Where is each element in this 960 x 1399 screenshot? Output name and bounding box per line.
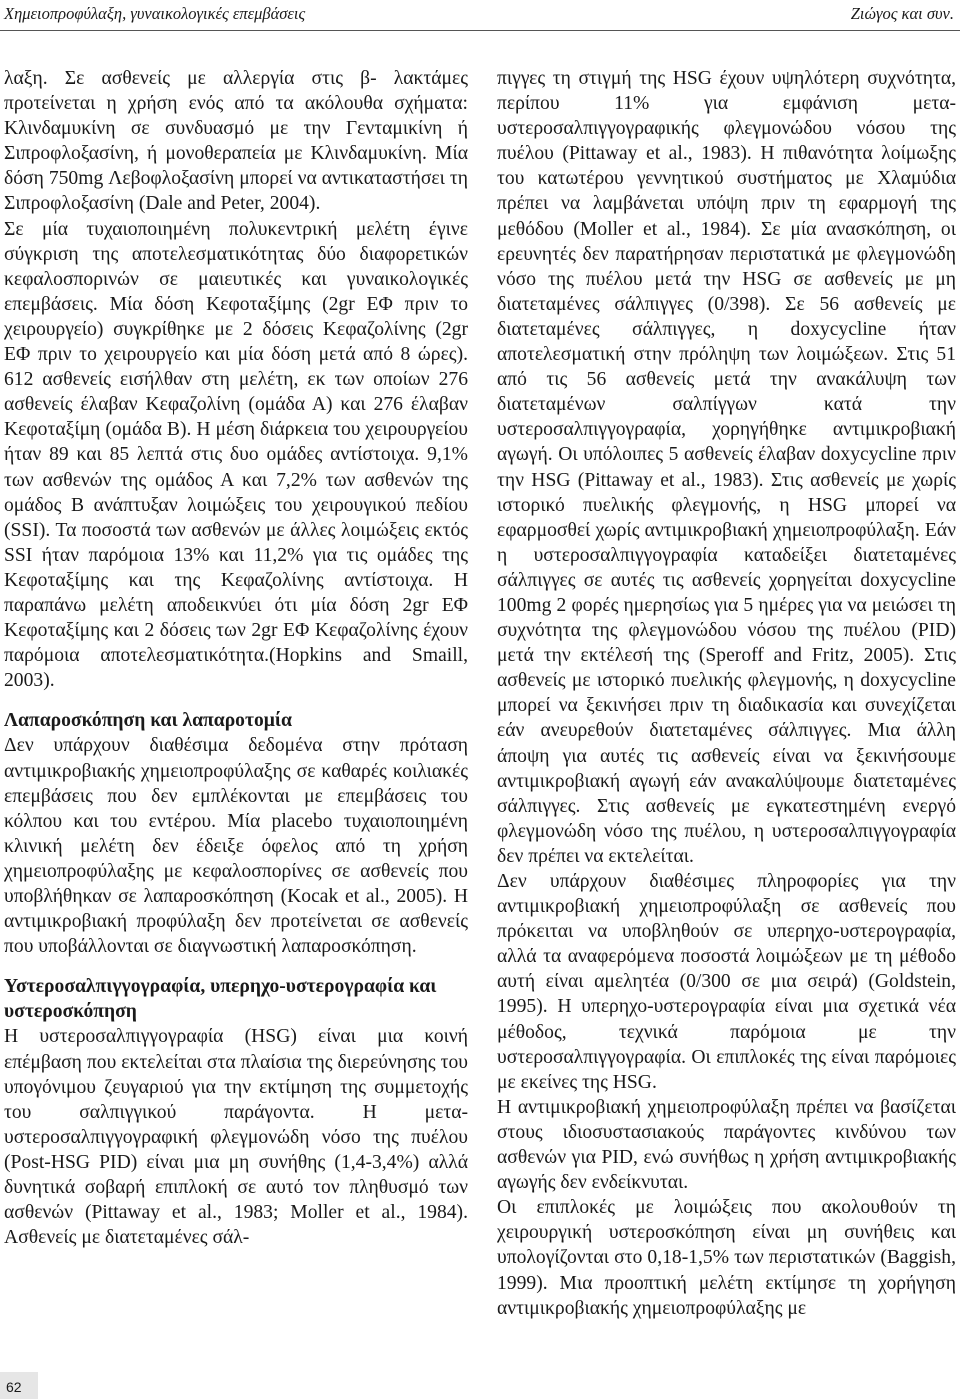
section-heading-hsg: Υστεροσαλπιγγογραφία, υπερηχο-υστερογραφία και υστεροσκόπηση bbox=[4, 976, 437, 1023]
right-paragraph-3: Η αντιμικροβιακή χημειοπροφύλαξη πρέπει να βασίζεται στους ιδιοσυστασιακούς παράγοντες κινδύνου των ασθενών για PID, ενώ συνήθως η χρήση αντιμικροβιακής αγωγής δεν ενδείκνυται. bbox=[497, 1096, 956, 1194]
left-paragraph-3: Δεν υπάρχουν διαθέσιμα δεδομένα στην πρόταση αντιμικροβιακής χημειοπροφύλαξης σε καθαρές κοιλιακές επεμβάσεις που δεν εμπλέκονται με επεμβάσεις του κόλπου και του εντέρου. Μία placebo τυχαιοποιημένη κλινική μελέτη δεν έδειξε όφελος από τη χρήση χημειοπροφύλαξης με κεφαλοσπορίνες σε ασθενείς που υποβλήθηκαν σε λαπαροσκόπηση (Kocak et al., 2005). Η αντιμικροβιακή προφύλαξη δεν προτείνεται σε ασθενείς που υποβάλλονται σε διαγνωστική λαπαροσκόπηση. bbox=[4, 735, 468, 958]
page-number: 62 bbox=[6, 1379, 22, 1395]
running-header bbox=[4, 4, 954, 26]
left-paragraph-1: λαξη. Σε ασθενείς με αλλεργία στις β- λακτάμες προτείνεται η χρήση ενός από τα ακόλουθα σχήματα: Κλινδαμυκίνη σε συνδυασμό με την Γενταμικίνη ή Σιπροφλοξασίνη, ή μονοθεραπεία με Κλινδαμυκίνη. Μία δόση 750mg Λεβοφλοξασίνη μπορεί να αντικαταστήσει τη Σιπροφλοξασίνη (Dale and Peter, 2004). bbox=[4, 68, 468, 215]
left-paragraph-4: Η υστεροσαλπιγγογραφία (HSG) είναι μια κοινή επέμβαση που εκτελείται στα πλαίσια της διερεύνησης του υπογόνιμου ζευγαριού για την εκτίμηση της συμμετοχής του σαλπιγγικού παράγοντα. Η μετα-υστεροσαλπιγγογραφική φλεγμονώδη νόσο της πυέλου (Post-HSG PID) είναι μια μη συνήθης (1,4-3,4%) αλλά δυνητικά σοβαρή επιπλοκή σε αυτό τον πληθυσμό των ασθενών (Pittaway et al., 1983; Moller et al., 1984). Ασθενείς με διατεταμένες σάλ- bbox=[4, 1026, 468, 1249]
right-column bbox=[497, 66, 956, 1321]
right-paragraph-1: πιγγες τη στιγμή της HSG έχουν υψηλότερη συχνότητα, περίπου 11% για εμφάνιση μετα- υστεροσαλπιγγογραφικής φλεγμονώδου νόσου της πυέλου (Pittaway et al., 1983). Η πιθανότητα λοίμωξης του κατωτέρου γεννητικού συστήματος με Χλαμύδια πρέπει να λαμβάνεται υπόψη πριν τη εφαρμογή της μεθόδου (Moller et al., 1984). Σε μία ανασκόπηση, οι ερευνητές δεν παρατήρησαν περιστατικά με φλεγμονώδη νόσο της πυέλου μετά την HSG σε ασθενείς με μη διατεταμένες σάλπιγγες (0/398). Σε 56 ασθενείς με διατεταμένες σάλπιγγες, η doxycycline ήταν αποτελεσματική στην πρόληψη των λοιμώξεων. Στις 51 από τις 56 ασθενείς μετά την ανακάλυψη των διατεταμένων σαλπίγγων κατά την υστεροσαλπιγγογραφία, χορηγήθηκε αντιμικροβιακή αγωγή. Οι υπόλοιπες 5 ασθενείς έλαβαν doxycycline πριν την HSG (Pittaway et al., 1983). Στις ασθενείς με χωρίς ιστορικό πυελικής φλεγμονής, η HSG μπορεί να εφαρμοσθεί χωρίς αντιμικροβιακή χημειοπροφύλαξη. Εάν η υστεροσαλπιγγογραφία καταδείξει διατεταμένες σάλπιγγες σε αυτές τις ασθενείς χορηγείται doxycycline 100mg 2 φορές ημερησίως για 5 ημέρες για να μειώσει τη συχνότητα της φλεγμονώδου νόσου της πυέλου (PID) μετά την εκτέλεσή της (Speroff and Fritz, 2005). Στις ασθενείς με ιστορικό πυελικής φλεγμονής, η doxycycline μπορεί να ξεκινήσει πριν τη διαδικασία και συνεχίζεται εάν ανευρεθούν διατεταμένες σάλπιγγες. Μια άλλη άποψη για αυτές τις ασθενείς είναι να ξεκινήσουμε αντιμικροβιακή αγωγή εάν ανακαλύψουμε διατεταμένες σάλπιγγες. Στις ασθενείς με εγκατεστημένη ενεργό φλεγμονώδη νόσο της πυέλου, η υστεροσαλπιγγογραφία δεν πρέπει να εκτελείται. bbox=[497, 68, 956, 867]
right-paragraph-2: Δεν υπάρχουν διαθέσιμες πληροφορίες για την αντιμικροβιακή χημειοπροφύλαξη σε ασθενείς που πρόκειται να υποβληθούν σε υπερηχο-υστερογραφία, αλλά τα αναφερόμενα ποσοστά λοιμώξεων με τη μέθοδο αυτή είναι αμελητέα (0/300 σε μια σειρά) (Goldstein, 1995). Η υπερηχο-υστερογραφία είναι μια σχετικά νέα μέθοδος, τεχνικά παρόμοια με την υστεροσαλπιγγογραφία. Οι επιπλοκές της είναι παρόμοιες με εκείνες της HSG. bbox=[497, 871, 956, 1093]
header-authors: Ζιώγος και συν. bbox=[850, 4, 954, 23]
section-heading-laparoscopy: Λαπαροσκόπηση και λαπαροτομία bbox=[4, 710, 292, 732]
left-column bbox=[4, 66, 468, 1250]
header-title: Χημειοπροφύλαξη, γυναικολογικές επεμβάσεις bbox=[4, 4, 306, 23]
left-paragraph-2: Σε μία τυχαιοποιημένη πολυκεντρική μελέτη έγινε σύγκριση της αποτελεσματικότητας δύο διαφορετικών κεφαλοσπορινών σε μαιευτικές και γυναικολογικές επεμβάσεις. Μία δόση Κεφοταξίμης (2gr ΕΦ πριν το χειρουργείο) συγκρίθηκε με 2 δόσεις Κεφαζολίνης (2gr ΕΦ πριν το χειρουργείο και μία δόση μετά από 8 ώρες). 612 ασθενείς εισήλθαν στη μελέτη, εκ των οποίων 276 ασθενείς έλαβαν Κεφαζολίνη (ομάδα Α) και 276 έλαβαν Κεφοταξίμη (ομάδα Β). Η μέση διάρκεια του χειρουργείου ήταν 89 και 85 λεπτά στις δυο ομάδες αντίστοιχα. 9,1% των ασθενών της ομάδος Α και 7,2% των ασθενών της ομάδος Β ανάπτυξαν λοιμώξεις του χειρουγικού πεδίου (SSI). Τα ποσοστά των ασθενών με άλλες λοιμώξεις εκτός SSI ήταν παρόμοια 13% και 11,2% για τις ομάδες της Κεφοταξίμης και της Κεφαζολίνης αντίστοιχα. Η παραπάνω μελέτη αποδεικνύει ότι μία δόση 2gr ΕΦ Κεφοταξίμης και 2 δόσεις των 2gr ΕΦ Κεφαζολίνης έχουν παρόμοια αποτελεσματικότητα.(Hopkins and Smaill, 2003). bbox=[4, 218, 468, 692]
right-paragraph-4: Οι επιπλοκές με λοιμώξεις που ακολουθούν τη χειρουργική υστεροσκόπηση είναι μη συνήθεις και υπολογίζονται στο 0,18-1,5% των περιστατικών (Baggish, 1999). Μια προοπτική μελέτη εκτίμησε τη χορήγηση αντιμικροβιακής χημειοπροφύλαξης με bbox=[497, 1197, 956, 1319]
header-rule bbox=[0, 30, 960, 31]
